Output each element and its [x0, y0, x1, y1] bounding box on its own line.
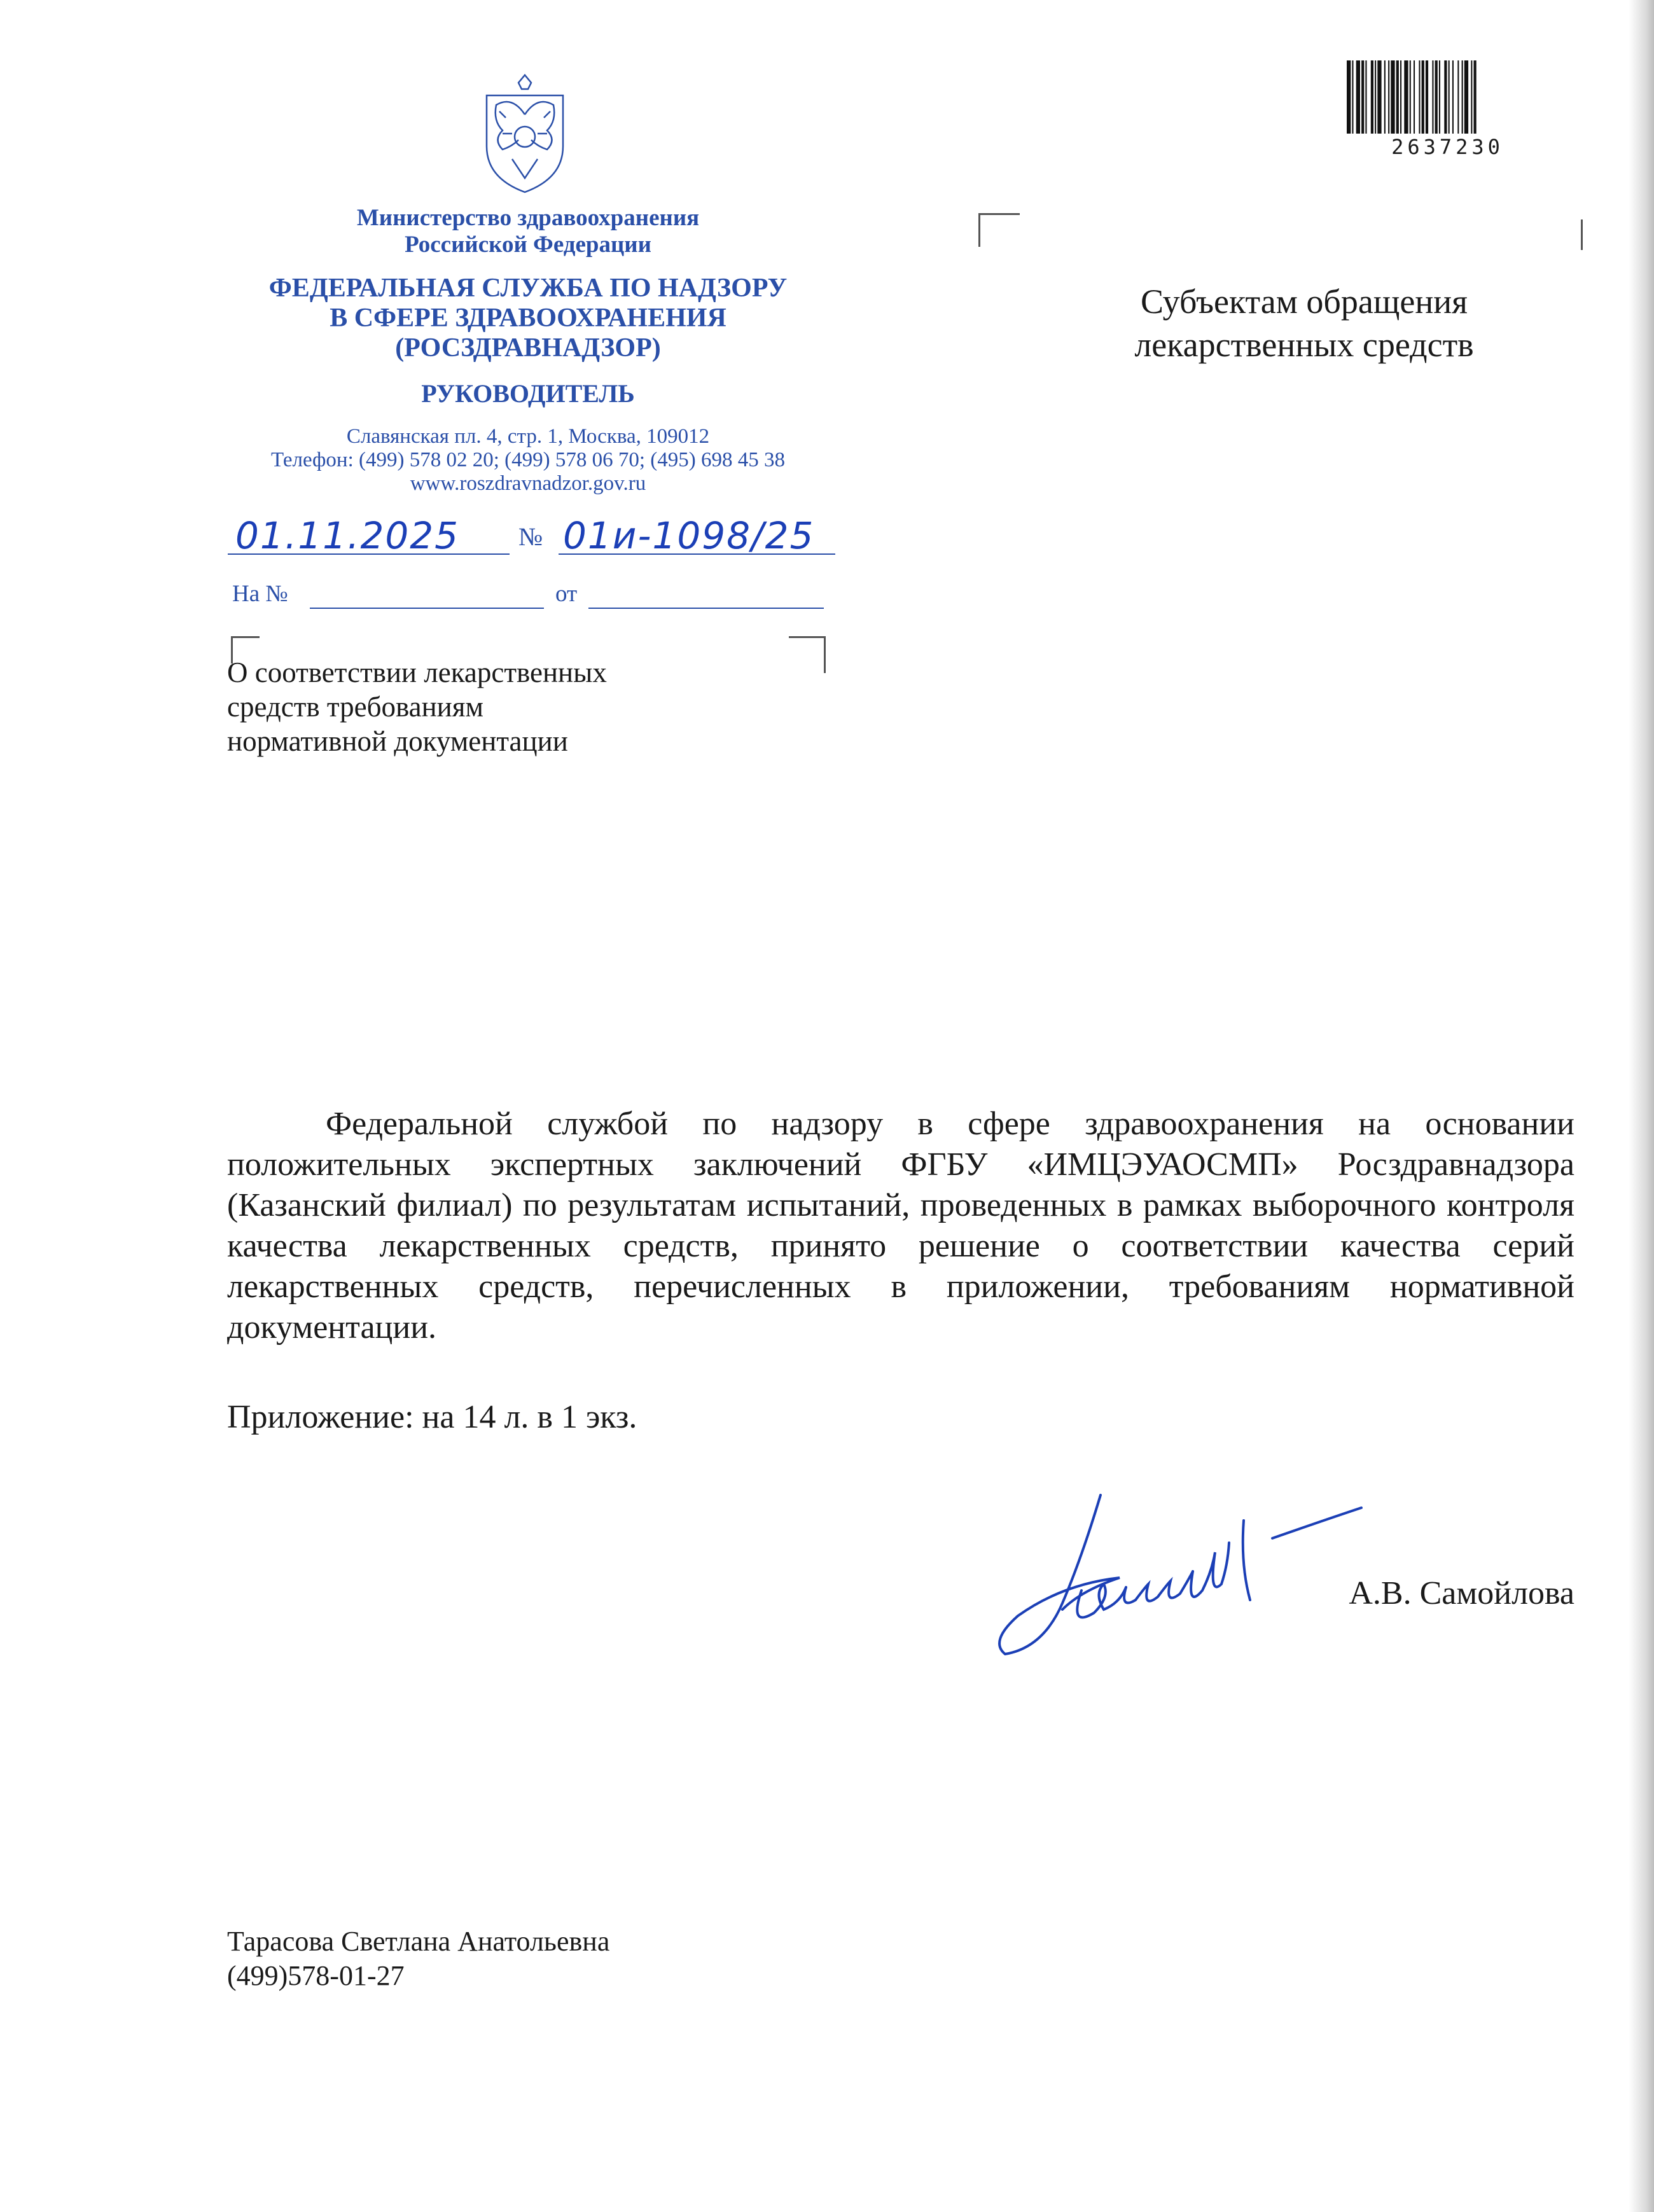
barcode-bar — [1414, 60, 1415, 134]
ministry-name — [191, 205, 865, 258]
barcode-bar — [1422, 60, 1424, 134]
addressee-corner-mark — [1581, 219, 1583, 250]
number-sign: № — [518, 522, 543, 551]
executor-name: Тарасова Светлана Анатольевна — [227, 1926, 610, 1957]
barcode-bar — [1452, 60, 1454, 134]
barcode-bar — [1464, 60, 1468, 134]
barcode-bar — [1371, 60, 1373, 134]
barcode-number: 2637230 — [1391, 135, 1504, 159]
registration-number: 01и-1098/25 — [563, 514, 815, 557]
addressee-corner-mark — [978, 213, 1020, 247]
barcode-bar — [1410, 60, 1411, 134]
ministry-line: Министерство здравоохранения — [356, 205, 700, 231]
subject-corner-mark — [789, 636, 826, 673]
barcode-bar — [1439, 60, 1440, 134]
addressee-line: лекарственных средств — [1134, 326, 1474, 364]
office-website: www.roszdravnadzor.gov.ru — [410, 472, 646, 495]
barcode-bar — [1365, 60, 1366, 134]
barcode-bar — [1474, 60, 1477, 134]
barcode-bar — [1435, 60, 1438, 134]
date-underline — [228, 553, 510, 555]
barcode-bar — [1444, 60, 1447, 134]
addressee-line: Субъектам обращения — [1140, 282, 1468, 321]
subject-line: средств требованиям — [227, 691, 483, 723]
reference-number-line — [310, 608, 544, 609]
service-name — [191, 274, 865, 363]
barcode-bar — [1400, 60, 1401, 134]
barcode-bar — [1375, 60, 1376, 134]
letter-subject — [227, 655, 736, 758]
reference-date-label: от — [555, 581, 578, 607]
barcode-bar — [1361, 60, 1364, 134]
service-line: В СФЕРЕ ЗДРАВООХРАНЕНИЯ — [330, 303, 726, 333]
barcode-bar — [1432, 60, 1433, 134]
barcode-bar — [1388, 60, 1389, 134]
barcode — [1344, 60, 1551, 137]
barcode-bar — [1426, 60, 1428, 134]
barcode-bar — [1419, 60, 1420, 134]
office-phones: Телефон: (499) 578 02 20; (499) 578 06 70; (495) 698 45 38 — [270, 449, 786, 471]
barcode-bar — [1449, 60, 1450, 134]
handwritten-signature — [992, 1482, 1387, 1667]
barcode-bar — [1391, 60, 1394, 134]
head-title: РУКОВОДИТЕЛЬ — [421, 379, 635, 408]
barcode-bar — [1356, 60, 1360, 134]
barcode-bar — [1396, 60, 1399, 134]
barcode-bar — [1377, 60, 1381, 134]
reference-date-line — [588, 608, 824, 609]
subject-line: О соответствии лекарственных — [227, 657, 607, 688]
emblem-icon — [468, 70, 582, 197]
ministry-line: Российской Федерации — [405, 232, 651, 258]
barcode-bar — [1457, 60, 1459, 134]
service-line: (РОСЗДРАВНАДЗОР) — [395, 333, 661, 363]
registration-date: 01.11.2025 — [235, 514, 460, 557]
attachment-note: Приложение: на 14 л. в 1 экз. — [227, 1399, 637, 1435]
service-line: ФЕДЕРАЛЬНАЯ СЛУЖБА ПО НАДЗОРУ — [268, 274, 788, 303]
letter-body: Федеральной службой по надзору в сфере здравоохранения на основании положительных экспертных заключений ФГБУ «ИМЦЭУАОСМП» Росздравнадзора (Казанский филиал) по результатам испытаний, проведенных в рамках выборочного контроля качества лекарственных средств, принято решение о соответствии качества серий лекарственных средств, перечисленных в приложении, требованиям нормативной документации. — [227, 1106, 1574, 1346]
reference-number-label: На № — [232, 581, 288, 607]
subject-line: нормативной документации — [227, 725, 568, 757]
executor-phone: (499)578-01-27 — [227, 1960, 405, 1991]
signer-name: А.В. Самойлова — [1349, 1575, 1574, 1611]
barcode-bar — [1404, 60, 1408, 134]
barcode-bar — [1462, 60, 1463, 134]
barcode-bar — [1471, 60, 1472, 134]
barcode-bar — [1352, 60, 1353, 134]
scan-edge-shadow — [1629, 0, 1654, 2212]
addressee — [1081, 280, 1527, 366]
barcode-bar — [1347, 60, 1351, 134]
executor-info — [227, 1924, 609, 1993]
number-underline — [559, 553, 835, 555]
office-address: Славянская пл. 4, стр. 1, Москва, 109012 — [346, 425, 710, 448]
barcode-bar — [1384, 60, 1386, 134]
